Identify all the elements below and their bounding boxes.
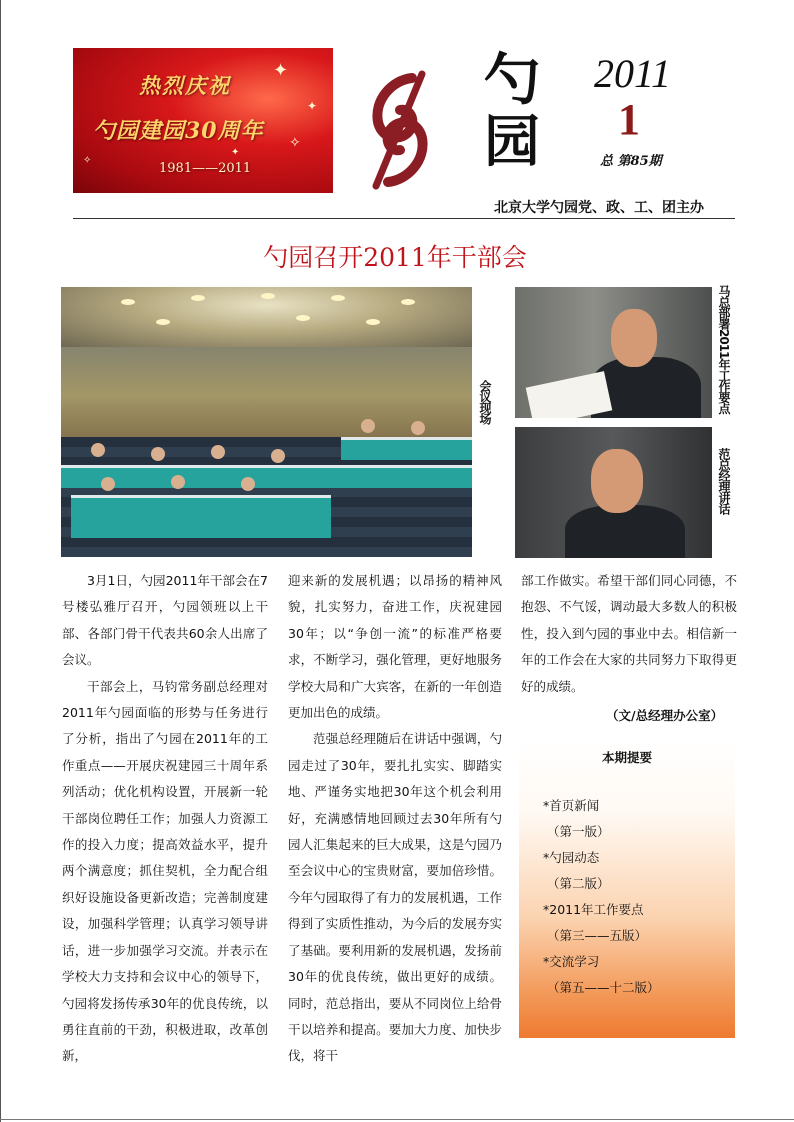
caption-photo-fan: 范总经理讲话 [717,448,731,514]
photo-lamp [296,315,310,321]
article-paragraph: 范强总经理随后在讲话中强调，勺园走过了30年，要扎扎实实、脚踏实地、严谨务实地把30年这个机会利用好，充满感情地回顾过去30年所有勺园人汇集起来的巨大成果，这是勺园乃至会议中心的宝贵财富，要加倍珍惜。今年勺园取得了有力的发展机遇，工作得到了实质性推动，为今后的发展夯实了基础。要利用新的发展机遇，发扬前30年的优良传统，做出更好的成绩。同时，范总指出，要从不同岗位上给骨干以培养和提高。要加大力度、加快步伐，将干 [288,731,502,1064]
masthead-title [472,50,552,174]
photo-person [411,421,425,435]
article-paragraph: 干部会上，马钧常务副总经理对2011年勺园面临的形势与任务进行了分析，指出了勺园在2011年的工作重点——开展庆祝建园三十周年系列活动；优化机构设置，开展新一轮干部岗位聘任工作；加强人力资源工作的投入力度；提高效益水平，提升两个满意度；抓住契机，全力配合组织好设施设备更新改造；完善制度建设，加强科学管理；认真学习领导讲话，进一步加强学习交流。并表示在学校大力支持和会议中心的领导下，勺园将发扬传承30年的优良传统，以勇往直前的干劲，积极进取，改革创新， [62,678,268,1064]
header-divider [73,218,735,219]
sparkle-icon: ✦ [307,99,318,113]
highlights-title: 本期提要 [601,750,652,765]
total-issue: 总 第85期 [600,154,662,169]
article-paragraph: 3月1日，勺园2011年干部会在7号楼弘雅厅召开，勺园领班以上干部、各部门骨干代表共60余人出席了会议。 [62,573,268,668]
photo-ma-speaking [515,287,712,418]
photo-person [271,449,285,463]
photo-person [361,419,375,433]
page-edge [0,0,1,1122]
banner-line1: 热烈庆祝 [139,73,231,98]
article-paragraph: 部工作做实。希望干部们同心同德，不抱怨、不气馁，调动最大多数人的积极性，投入到勺园的事业中去。相信新一年的工作会在大家的共同努力下取得更好的成绩。 [521,573,737,694]
photo-person [241,477,255,491]
sparkle-icon: ✦ [273,60,289,81]
photo-suit [565,505,685,558]
photo-person [151,447,165,461]
toc-item[interactable]: *2011年工作要点 [543,902,644,917]
issue-number: 1 [618,95,640,144]
shaoyuan-logo-icon [352,70,444,190]
sparkle-icon: ✦ [231,147,240,158]
caption-main-photo: 会议现场 [478,380,492,424]
photo-person [211,445,225,459]
photo-person [101,477,115,491]
photo-lamp [331,295,345,301]
photo-lamp [191,295,205,301]
photo-lamp [121,299,135,305]
issue-year: 2011 [594,51,672,96]
photo-person [91,443,105,457]
banner-years: 1981——2011 [159,161,252,176]
photo-paper [526,371,613,418]
toc-item-pages: （第五——十二版） [547,980,660,995]
anniversary-banner [73,48,333,193]
article-column-2 [288,568,502,1070]
photo-face [611,309,657,367]
article-column-3 [521,568,737,700]
toc-item-pages: （第二版） [547,876,610,891]
issue-highlights-box [519,738,735,1038]
photo-lamp [261,293,275,299]
article-headline: 勺园召开2011年干部会 [263,243,527,272]
toc-item-pages: （第三——五版） [547,928,648,943]
article-signature: （文/总经理办公室） [606,708,724,723]
organizer: 北京大学勺园党、政、工、团主办 [494,200,704,216]
sparkle-icon: ✧ [289,135,301,151]
photo-table [341,437,472,460]
photo-face [591,449,643,513]
page-edge [0,1119,794,1120]
article-paragraph: 迎来新的发展机遇；以昂扬的精神风貌，扎实努力，奋进工作，庆祝建园30年；以“争创一流”的标准严格要求，不断学习，强化管理，更好地服务学校大局和广大宾客，在新的一年创造更加出色的成绩。 [288,573,502,721]
photo-lamp [401,299,415,305]
sparkle-icon: ✧ [83,155,92,166]
meeting-photo [61,287,472,557]
caption-photo-ma: 马总部署2011年工作要点 [717,285,731,414]
photo-fan-speaking [515,427,712,558]
photo-lamp [366,319,380,325]
banner-line2: 勺园建园30周年 [93,118,264,144]
toc-item-pages: （第一版） [547,824,610,839]
masthead-char: 勺 [484,48,540,113]
photo-lamp [156,319,170,325]
toc-item[interactable]: *勺园动态 [543,850,600,865]
masthead-char: 园 [484,110,540,175]
toc-item[interactable]: *交流学习 [543,954,600,969]
photo-table [61,465,472,488]
photo-person [171,475,185,489]
photo-table [71,495,331,538]
toc-item[interactable]: *首页新闻 [543,798,600,813]
article-column-1 [62,568,268,1070]
